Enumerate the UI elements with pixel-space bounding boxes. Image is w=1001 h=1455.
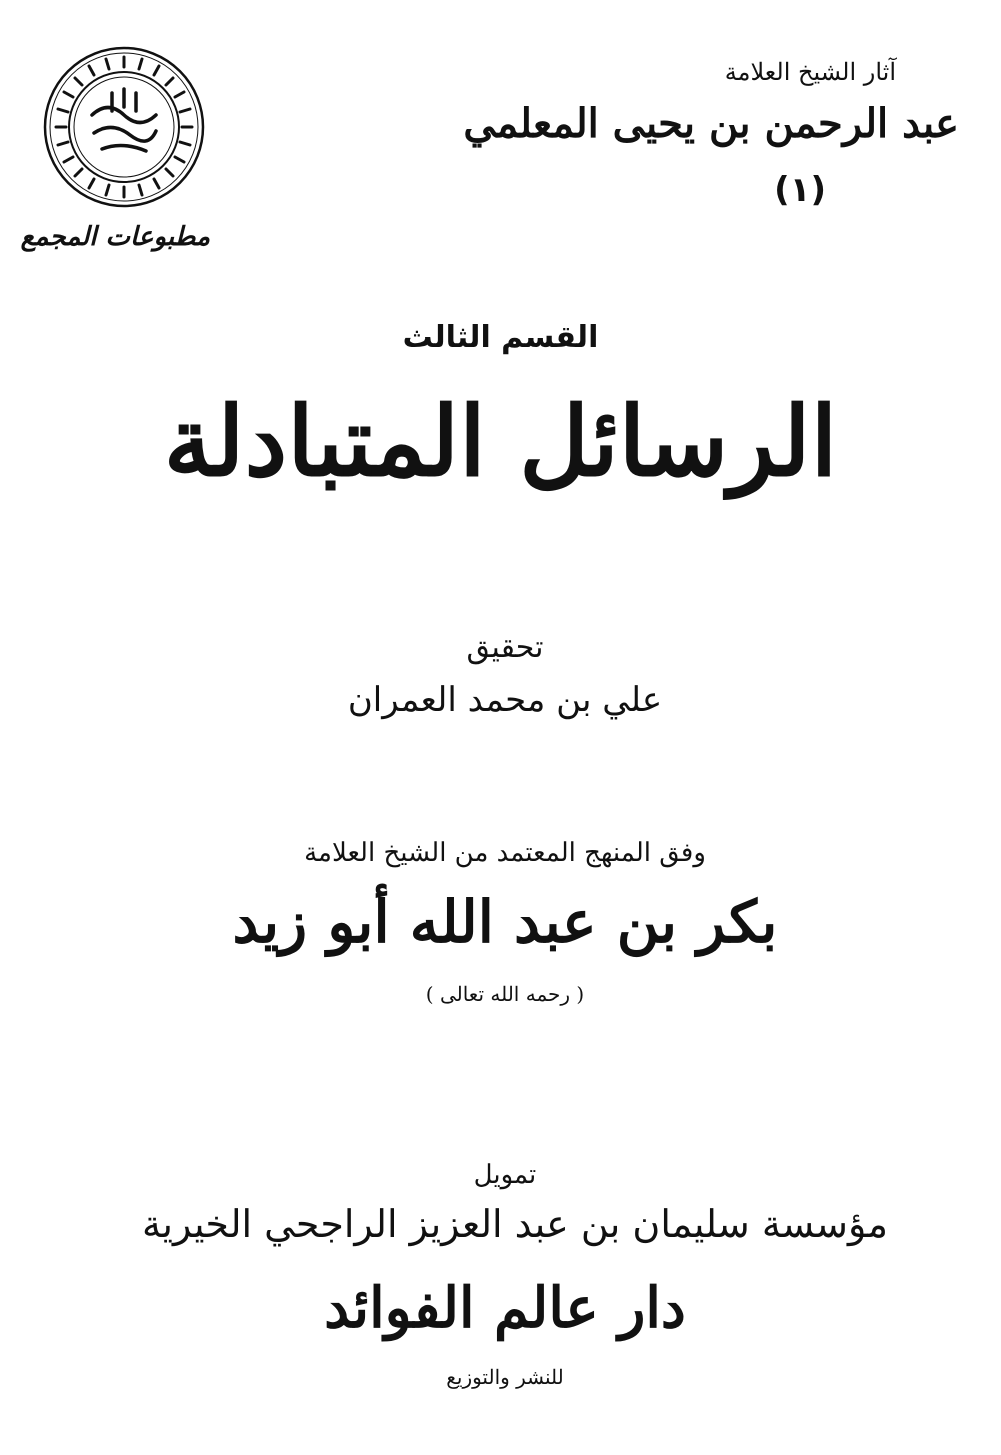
funding-foundation-name: مؤسسة سليمان بن عبد العزيز الراجحي الخيرية	[142, 1202, 888, 1246]
methodology-honorific: ( رحمه الله تعالى )	[425, 982, 585, 1006]
publisher-subtitle: للنشر والتوزيع	[446, 1365, 564, 1389]
series-author: عبد الرحمن بن يحيى المعلمي	[463, 100, 959, 147]
tahqiq-label: تحقيق	[466, 630, 544, 665]
book-title: الرسائل المتبادلة	[163, 385, 838, 498]
methodology-scholar-name: بكر بن عبد الله أبو زيد	[232, 888, 778, 956]
series-heading: آثار الشيخ العلامة	[724, 58, 896, 86]
section-label: القسم الثالث	[402, 320, 599, 355]
methodology-label: وفق المنهج المعتمد من الشيخ العلامة	[304, 838, 706, 868]
editor-name: علي بن محمد العمران	[347, 680, 663, 720]
academy-seal-logo	[42, 45, 206, 209]
series-number: (١)	[774, 170, 826, 210]
funding-label: تمويل	[473, 1160, 537, 1190]
publisher-name: دار عالم الفوائد	[324, 1275, 686, 1341]
seal-caption: مطبوعات المجمع	[20, 222, 210, 252]
